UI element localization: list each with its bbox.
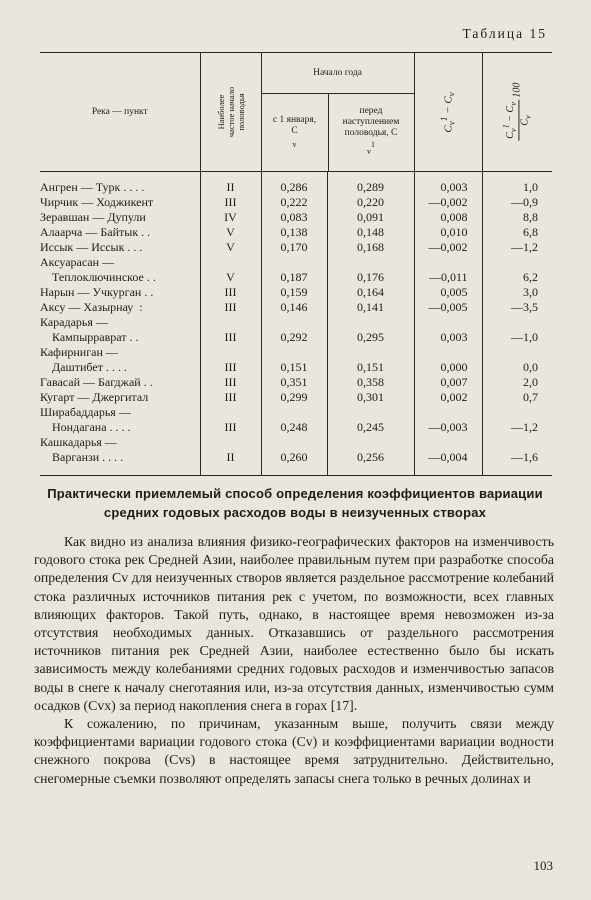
cell-before: 0,289 — [327, 172, 414, 196]
cell-before: 0,256 — [327, 450, 414, 476]
table-label: Таблица 15 — [462, 26, 547, 41]
cell-jan1: 0,187 — [261, 270, 327, 285]
cell-name: Кугарт — Джергитал — [40, 390, 149, 404]
cell-ratio: —0,9 — [482, 195, 552, 210]
header-river: Река — пункт — [40, 53, 200, 172]
page-number: 103 — [533, 858, 553, 873]
cell-diff — [414, 315, 482, 330]
cell-name: Ангрен — Турк . . . . — [40, 180, 145, 194]
cell-flood: V — [200, 270, 261, 285]
cell-flood: III — [200, 390, 261, 405]
cell-jan1: 0,351 — [261, 375, 327, 390]
cell-diff: 0,010 — [414, 225, 482, 240]
cell-before: 0,091 — [327, 210, 414, 225]
cell-name: Чирчик — Ходжикент — [40, 195, 154, 209]
cell-name: Иссык — Иссык . . . — [40, 240, 143, 254]
table-row — [40, 255, 552, 270]
table-row — [40, 390, 552, 405]
table-row — [40, 450, 552, 476]
cell-flood: V — [200, 225, 261, 240]
cell-flood — [200, 255, 261, 270]
cell-jan1: 0,292 — [261, 330, 327, 345]
cell-name: Теплоключинское . . — [40, 270, 156, 284]
cell-ratio: —1,2 — [482, 420, 552, 435]
cell-ratio — [482, 435, 552, 450]
cell-before: 0,220 — [327, 195, 414, 210]
cell-ratio: —1,6 — [482, 450, 552, 476]
cell-flood: III — [200, 300, 261, 315]
cell-jan1 — [261, 315, 327, 330]
header-jan1: с 1 января, C $_v$ — [272, 114, 317, 149]
cell-jan1: 0,146 — [261, 300, 327, 315]
cell-ratio: 2,0 — [482, 375, 552, 390]
cell-flood: II — [200, 450, 261, 476]
cell-flood: V — [200, 240, 261, 255]
cell-before: 0,168 — [327, 240, 414, 255]
cell-before: 0,245 — [327, 420, 414, 435]
cell-jan1: 0,159 — [261, 285, 327, 300]
body-text — [34, 533, 554, 788]
cell-flood: III — [200, 375, 261, 390]
cell-diff — [414, 405, 482, 420]
cell-ratio: 0,7 — [482, 390, 552, 405]
cell-flood — [200, 405, 261, 420]
cell-ratio: 1,0 — [482, 172, 552, 196]
header-year-start — [261, 53, 414, 172]
header-ratio: $C_v^1 - C_v$ $C_v$ 100 — [482, 53, 552, 172]
cell-flood — [200, 435, 261, 450]
table-row — [40, 172, 552, 196]
cell-jan1: 0,170 — [261, 240, 327, 255]
cell-diff: 0,005 — [414, 285, 482, 300]
table-row — [40, 420, 552, 435]
cell-name: Аксу — Хазырнау : — [40, 300, 143, 314]
table-row — [40, 315, 552, 330]
cell-jan1 — [261, 405, 327, 420]
cell-name: Карадарья — — [40, 315, 108, 329]
table-row — [40, 435, 552, 450]
cell-ratio: —1,2 — [482, 240, 552, 255]
cell-flood: III — [200, 360, 261, 375]
table-row — [40, 345, 552, 360]
cell-name: Гавасай — Багджай . . — [40, 375, 153, 389]
cell-before — [327, 435, 414, 450]
cell-flood: IV — [200, 210, 261, 225]
cell-diff: —0,005 — [414, 300, 482, 315]
cell-diff: —0,004 — [414, 450, 482, 476]
cell-before: 0,176 — [327, 270, 414, 285]
header-before-flood: перед наступлением половодья, C $_v^1$ — [342, 106, 400, 157]
cell-ratio: 8,8 — [482, 210, 552, 225]
cell-flood: III — [200, 420, 261, 435]
paragraph-1: Как видно из анализа влияния физико-географических факторов на изменчивость годового стока рек Средней Азии, наиболее правильным путем при разработке способа определения Cv для неизученных створов является раздельное рассмотрение колебаний стока различных источников питания рек с учетом, по возможности, всех главных влияющих факторов. Такой путь, однако, в настоящее время невозможен из-за отсутствия необходимых данных. Отказавшись от раздельного рассмотрения источников питания рек Средней Азии, наиболее естественно было бы искать зависимость между колебаниями средних годовых расходов и изменчивостью запасов воды в снеге к началу снеготаяния или, из-за отсутствия данных, изменчивостью сумм осадков (Cvx) за период накопления снега в горах [17]. — [34, 534, 554, 713]
cell-diff: —0,002 — [414, 240, 482, 255]
cell-diff: —0,011 — [414, 270, 482, 285]
table-row — [40, 210, 552, 225]
cell-diff — [414, 345, 482, 360]
cell-ratio: 0,0 — [482, 360, 552, 375]
cell-before: 0,358 — [327, 375, 414, 390]
cell-jan1: 0,260 — [261, 450, 327, 476]
table-row — [40, 240, 552, 255]
cell-diff: 0,000 — [414, 360, 482, 375]
paragraph-2: К сожалению, по причинам, указанным выше, получить связи между коэффициентами вариации годового стока (Cv) и коэффициентами вариации водности снежного покрова (Cvs) в настоящее время затруднительно. Действительно, снегомерные съемки позволяют определять запасы снега только в речных долинах и — [34, 716, 554, 786]
cell-name: Нарын — Учкурган . . — [40, 285, 154, 299]
cell-before — [327, 255, 414, 270]
cell-jan1 — [261, 345, 327, 360]
cell-diff: 0,003 — [414, 330, 482, 345]
header-diff: $C_v^1 - C_v$ — [414, 53, 482, 172]
cell-flood — [200, 345, 261, 360]
cell-diff: —0,002 — [414, 195, 482, 210]
cell-ratio — [482, 255, 552, 270]
cell-jan1: 0,286 — [261, 172, 327, 196]
cell-diff: —0,003 — [414, 420, 482, 435]
cell-jan1: 0,138 — [261, 225, 327, 240]
cell-diff — [414, 435, 482, 450]
cell-before — [327, 345, 414, 360]
cell-ratio — [482, 315, 552, 330]
cell-ratio: 6,8 — [482, 225, 552, 240]
cell-jan1: 0,299 — [261, 390, 327, 405]
table-row — [40, 360, 552, 375]
cell-name: Варганзи . . . . — [40, 450, 124, 464]
cell-jan1: 0,248 — [261, 420, 327, 435]
cell-before: 0,141 — [327, 300, 414, 315]
table-row — [40, 225, 552, 240]
cell-jan1 — [261, 255, 327, 270]
cell-jan1: 0,222 — [261, 195, 327, 210]
cell-name: Даштибет . . . . — [40, 360, 127, 374]
cell-name: Зеравшан — Дупули — [40, 210, 146, 224]
cell-name: Ширабаддарья — — [40, 405, 131, 419]
cell-jan1: 0,083 — [261, 210, 327, 225]
cell-diff: 0,007 — [414, 375, 482, 390]
cell-name: Нондагана . . . . — [40, 420, 131, 434]
cell-diff: 0,003 — [414, 172, 482, 196]
table-row — [40, 330, 552, 345]
table-row — [40, 405, 552, 420]
table-row — [40, 285, 552, 300]
cell-flood: III — [200, 285, 261, 300]
cell-ratio — [482, 345, 552, 360]
cell-flood: II — [200, 172, 261, 196]
cell-ratio: —3,5 — [482, 300, 552, 315]
cell-before — [327, 315, 414, 330]
cell-jan1: 0,151 — [261, 360, 327, 375]
cell-flood — [200, 315, 261, 330]
table-row — [40, 375, 552, 390]
cell-ratio — [482, 405, 552, 420]
cell-jan1 — [261, 435, 327, 450]
cell-diff — [414, 255, 482, 270]
table-row — [40, 300, 552, 315]
cell-before: 0,295 — [327, 330, 414, 345]
header-year-start-label: Начало года — [262, 53, 414, 94]
table-row — [40, 270, 552, 285]
variation-table — [40, 52, 552, 476]
cell-ratio: 3,0 — [482, 285, 552, 300]
cell-before — [327, 405, 414, 420]
section-heading: Практически приемлемый способ определения коэффициентов вариации средних годовых расходов воды в неизученных створах — [47, 486, 543, 520]
header-flood-start: Наиболее частое начало половодья — [200, 53, 261, 172]
cell-flood: III — [200, 330, 261, 345]
cell-name: Кафирниган — — [40, 345, 118, 359]
cell-flood: III — [200, 195, 261, 210]
cell-ratio: 6,2 — [482, 270, 552, 285]
cell-name: Алаарча — Байтык . . — [40, 225, 151, 239]
table-row — [40, 195, 552, 210]
cell-name: Кашкадарья — — [40, 435, 117, 449]
cell-before: 0,151 — [327, 360, 414, 375]
cell-before: 0,164 — [327, 285, 414, 300]
cell-diff: 0,002 — [414, 390, 482, 405]
cell-before: 0,148 — [327, 225, 414, 240]
cell-before: 0,301 — [327, 390, 414, 405]
cell-diff: 0,008 — [414, 210, 482, 225]
table-body — [40, 172, 552, 476]
cell-ratio: —1,0 — [482, 330, 552, 345]
cell-name: Кампырраврат . . — [40, 330, 139, 344]
cell-name: Аксуарасан — — [40, 255, 115, 269]
